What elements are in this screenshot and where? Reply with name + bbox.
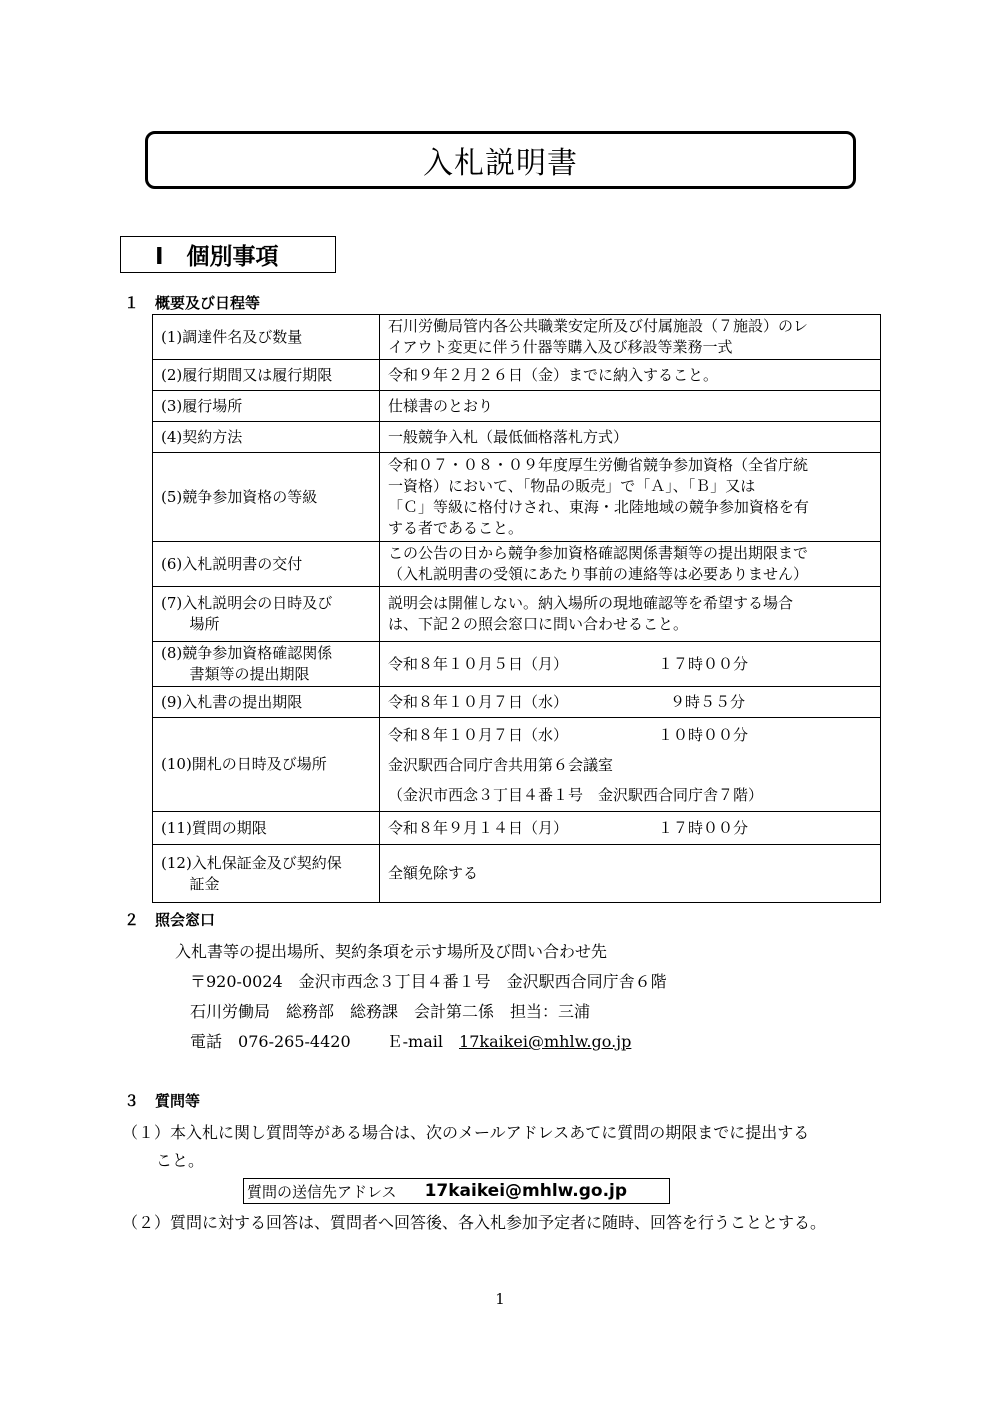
row-value: 令和９年２月２６日（金）までに納入すること。 bbox=[380, 360, 881, 391]
document-title: 入札説明書 bbox=[423, 146, 578, 181]
question-address-label: 質問の送信先アドレス bbox=[247, 1182, 397, 1201]
s2-heading bbox=[124, 909, 215, 930]
document-title-box bbox=[145, 131, 856, 189]
row-label: (8)競争参加資格確認関係 書類等の提出期限 bbox=[153, 642, 380, 687]
row-value: 説明会は開催しない。納入場所の現地確認等を希望する場合 は、下記２の照会窓口に問い合わせること。 bbox=[380, 587, 881, 642]
tel-label: 電話 bbox=[190, 1032, 223, 1051]
row-value: 石川労働局管内各公共職業安定所及び付属施設（７施設）のレ イアウト変更に伴う什器等購入及び移設等業務一式 bbox=[380, 315, 881, 360]
s2-number: ２ bbox=[124, 911, 140, 929]
row-label: (1)調達件名及び数量 bbox=[153, 315, 380, 360]
table-row bbox=[153, 812, 881, 845]
row-label: (7)入札説明会の日時及び 場所 bbox=[153, 587, 380, 642]
tel-number: 076-265-4420 bbox=[238, 1032, 351, 1051]
table-row bbox=[153, 391, 881, 422]
row-label: (5)競争参加資格の等級 bbox=[153, 453, 380, 542]
row-label: (10)開札の日時及び場所 bbox=[153, 718, 380, 812]
s2-line: 入札書等の提出場所、契約条項を示す場所及び問い合わせ先 bbox=[175, 942, 608, 961]
s2-title: 照会窓口 bbox=[155, 911, 216, 929]
row-label: (3)履行場所 bbox=[153, 391, 380, 422]
s3-item2: （２）質問に対する回答は、質問者へ回答後、各入札参加予定者に随時、回答を行うこととする。 bbox=[122, 1213, 827, 1232]
s3-item1: （１）本入札に関し質問等がある場合は、次のメールアドレスあてに質問の期限までに提出する bbox=[122, 1123, 810, 1142]
row-value: 全額免除する bbox=[380, 845, 881, 903]
s2-contact: 石川労働局 総務部 総務課 会計第二係 担当：三浦 bbox=[190, 1002, 591, 1021]
table-row bbox=[153, 587, 881, 642]
table-row bbox=[153, 718, 881, 812]
s3-heading bbox=[124, 1090, 200, 1111]
row-label: (12)入札保証金及び契約保 証金 bbox=[153, 845, 380, 903]
question-address-box bbox=[243, 1178, 670, 1204]
table-row bbox=[153, 360, 881, 391]
table-row bbox=[153, 542, 881, 587]
email-label: Ｅ-mail bbox=[386, 1032, 443, 1051]
s3-number: ３ bbox=[124, 1092, 140, 1110]
email-link[interactable]: 17kaikei@mhlw.go.jp bbox=[459, 1032, 632, 1051]
s1-title: 概要及び日程等 bbox=[155, 294, 261, 312]
s3-title: 質問等 bbox=[155, 1092, 201, 1110]
s3-item1-cont: こと。 bbox=[156, 1151, 205, 1170]
s2-address: 〒920-0024 金沢市西念３丁目４番１号 金沢駅西合同庁舎６階 bbox=[190, 972, 667, 991]
table-row bbox=[153, 422, 881, 453]
row-label: (6)入札説明書の交付 bbox=[153, 542, 380, 587]
row-value: 令和８年９月１４日（月） １７時００分 bbox=[380, 812, 881, 845]
table-row bbox=[153, 642, 881, 687]
s1-number: １ bbox=[124, 294, 140, 312]
row-value: 令和８年１０月７日（水） １０時００分 金沢駅西合同庁舎共用第６会議室 （金沢市西念３丁目４番１号 金沢駅西合同庁舎７階） bbox=[380, 718, 881, 812]
section-heading: Ⅰ 個別事項 bbox=[120, 236, 336, 273]
table-row bbox=[153, 687, 881, 718]
row-label: (11)質問の期限 bbox=[153, 812, 380, 845]
row-label: (4)契約方法 bbox=[153, 422, 380, 453]
row-label: (9)入札書の提出期限 bbox=[153, 687, 380, 718]
row-label: (2)履行期間又は履行期限 bbox=[153, 360, 380, 391]
table-row bbox=[153, 453, 881, 542]
table-row bbox=[153, 845, 881, 903]
table-row bbox=[153, 315, 881, 360]
page-number: 1 bbox=[495, 1290, 505, 1308]
row-value: 令和８年１０月７日（水） ９時５５分 bbox=[380, 687, 881, 718]
question-address-email[interactable]: 17kaikei@mhlw.go.jp bbox=[424, 1181, 628, 1201]
overview-table bbox=[152, 314, 881, 903]
row-value: 令和０７・０８・０９年度厚生労働省競争参加資格（全省庁統 一資格）において、「物品の販売」で「Ａ」、「Ｂ」又は 「Ｃ」等級に格付けされ、東海・北陸地域の競争参加資格を有 する者であること。 bbox=[380, 453, 881, 542]
s2-phone-line bbox=[190, 1029, 631, 1052]
s1-heading bbox=[124, 292, 260, 313]
row-value: この公告の日から競争参加資格確認関係書類等の提出期限まで （入札説明書の受領にあたり事前の連絡等は必要ありません） bbox=[380, 542, 881, 587]
row-value: 令和８年１０月５日（月） １７時００分 bbox=[380, 642, 881, 687]
row-value: 仕様書のとおり bbox=[380, 391, 881, 422]
row-value: 一般競争入札（最低価格落札方式） bbox=[380, 422, 881, 453]
